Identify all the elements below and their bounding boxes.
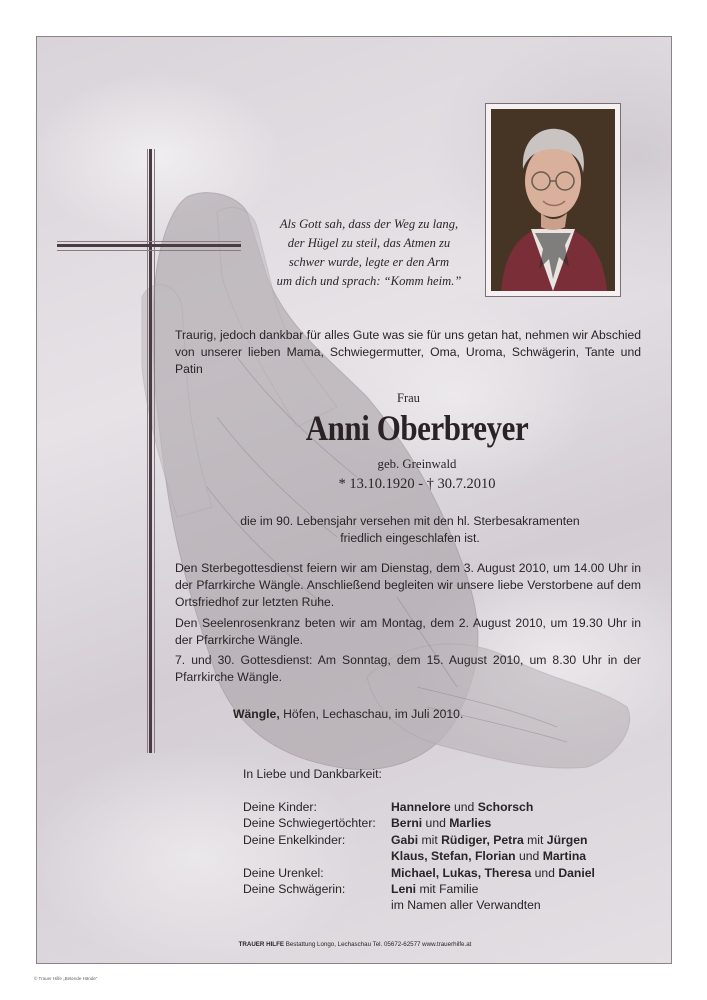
place-and-date <box>233 707 463 721</box>
thanks-line: In Liebe und Dankbarkeit: <box>243 767 382 781</box>
family-names: Klaus, Stefan, Florian und Martina <box>391 849 587 864</box>
family-label: Deine Schwägerin: <box>243 882 346 897</box>
family-row <box>243 832 595 848</box>
family-list <box>243 799 595 914</box>
family-label: Deine Schwiegertöchter: <box>243 816 376 831</box>
family-names: Berni und Marlies <box>391 816 492 831</box>
poem <box>259 215 479 291</box>
family-names: im Namen aller Verwandten <box>391 898 541 913</box>
place-bold: Wängle, <box>233 707 280 721</box>
intro-text: Traurig, jedoch dankbar für alles Gute was sie für uns getan hat, nehmen wir Abschied von unserer lieben Mama, Schwiegermutter, Oma, Uroma, Schwägerin, Tante und Patin <box>175 328 641 376</box>
poem-line: schwer wurde, legte er den Arm <box>288 255 450 269</box>
funeral-service-text: Den Sterbegottesdienst feiern wir am Dienstag, dem 3. August 2010, um 14.00 Uhr in der Pfarrkirche Wängle. Anschließend begleiten wir unsere liebe Verstorbene auf dem Ortsfriedhof zur letzten Ruhe. <box>175 561 641 609</box>
title-prefix: Frau <box>397 391 420 405</box>
poem-line: um dich und sprach: “Komm heim.” <box>276 274 462 288</box>
poem-line: Als Gott sah, dass der Weg zu lang, <box>279 217 459 231</box>
family-names: Michael, Lukas, Theresa und Daniel <box>391 865 595 880</box>
family-label <box>243 897 391 913</box>
memorial-service-text: 7. und 30. Gottesdienst: Am Sonntag, dem 15. August 2010, um 8.30 Uhr in der Pfarrkirche Wängle. <box>175 653 641 684</box>
portrait-photo-frame <box>485 103 621 297</box>
age-statement <box>225 513 595 547</box>
birth-name: geb. Greinwald <box>377 457 457 471</box>
age-line: die im 90. Lebensjahr versehen mit den hl. Sterbesakramenten <box>240 514 580 528</box>
family-label: Deine Urenkel: <box>243 865 324 880</box>
footer-brand: TRAUER HILFE <box>238 941 284 948</box>
rosary-text: Den Seelenrosenkranz beten wir am Montag, dem 2. August 2010, um 19.30 Uhr in der Pfarrkirche Wängle. <box>175 616 641 647</box>
image-credit: © Trauer Hilfe „Betende Hände“ <box>34 976 98 981</box>
parte-card <box>36 36 672 964</box>
poem-line: der Hügel zu steil, das Atmen zu <box>287 236 451 250</box>
family-row <box>243 848 595 864</box>
life-dates: * 13.10.1920 - † 30.7.2010 <box>338 476 496 492</box>
portrait-photo <box>491 109 615 291</box>
family-row <box>243 865 595 881</box>
age-line: friedlich eingeschlafen ist. <box>340 531 480 545</box>
family-names: Hannelore und Schorsch <box>391 800 534 814</box>
family-row <box>243 815 595 831</box>
place-rest: Höfen, Lechaschau, im Juli 2010. <box>279 707 464 721</box>
family-label: Deine Enkelkinder: <box>243 832 346 847</box>
deceased-name: Anni Oberbreyer <box>305 408 529 448</box>
family-names: Gabi mit Rüdiger, Petra mit Jürgen <box>391 832 588 847</box>
family-row <box>243 897 595 913</box>
family-label: Deine Kinder: <box>243 800 317 814</box>
family-row <box>243 881 595 897</box>
family-label <box>243 848 391 864</box>
footer-text: Bestattung Longo, Lechaschau Tel. 05672-62577 www.trauerhilfe.at <box>284 941 472 948</box>
footer <box>37 941 672 948</box>
family-row <box>243 799 595 815</box>
family-names: Leni mit Familie <box>391 882 479 897</box>
